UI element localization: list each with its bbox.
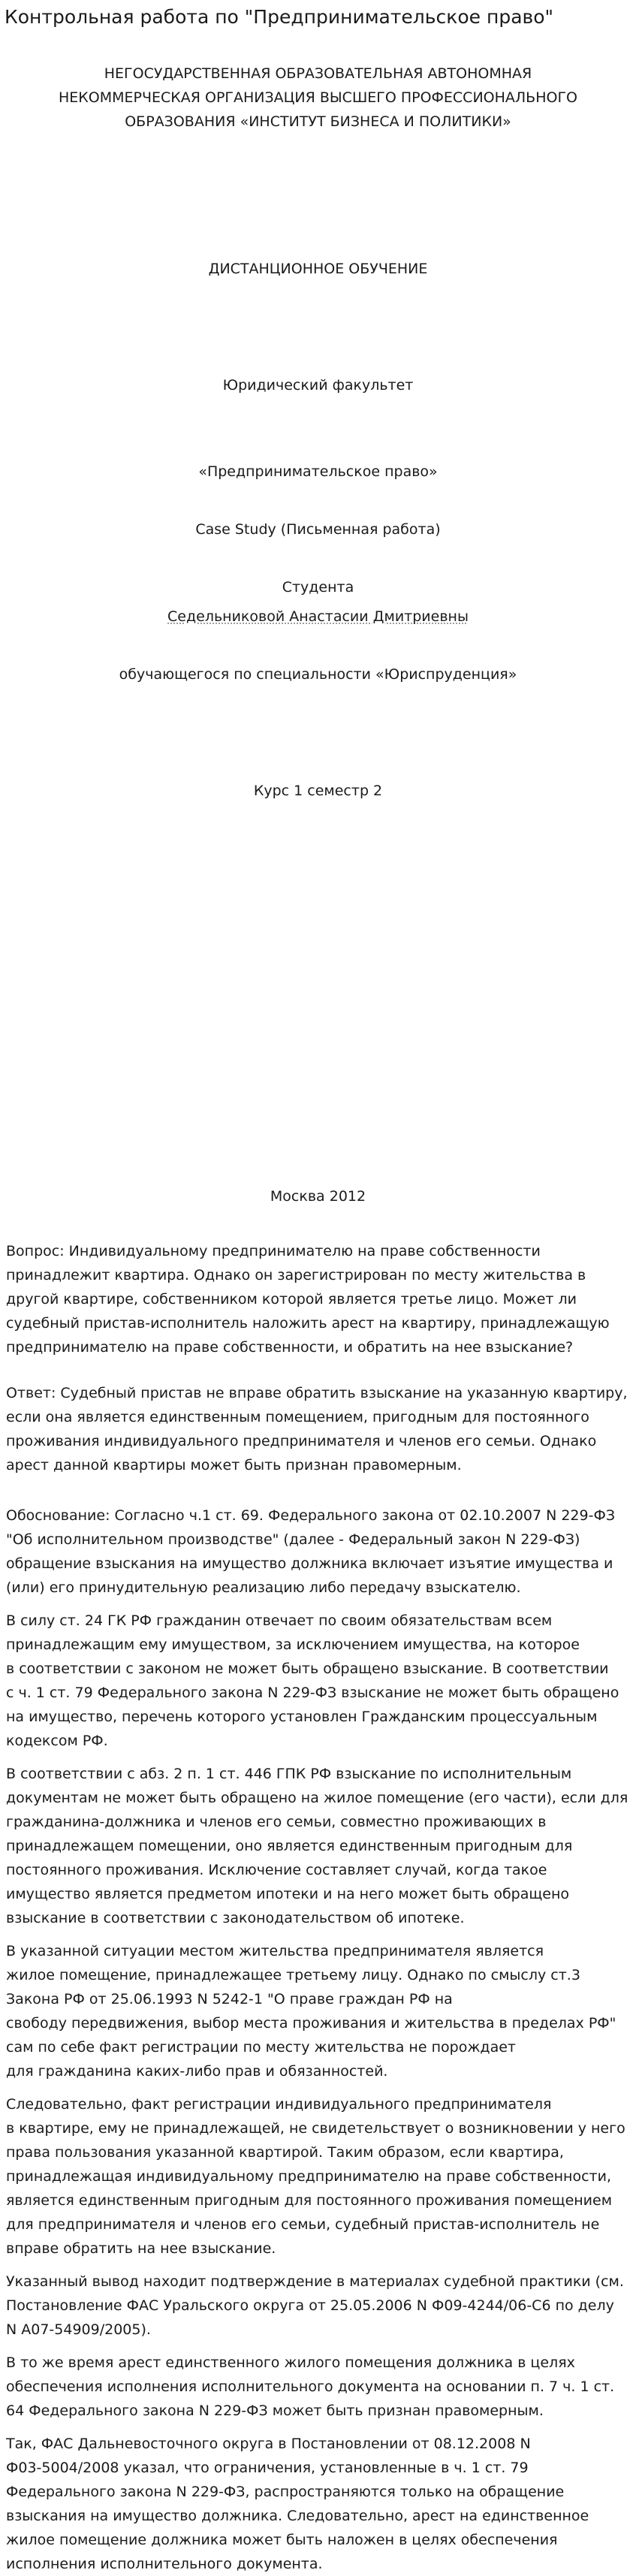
paragraph-2: В силу ст. 24 ГК РФ гражданин отвечает по своим обязательствам всем принадлежащим ему имуществом, за исключением имущества, на которое в соответствии с законом не может быть обращено взыскание. В соответствии с ч. 1 ст. 79 Федерального закона N 229-ФЗ взыскание не может быть обращено на имущество, перечень которого установлен Гражданским процессуальным кодексом РФ.	[6, 1612, 619, 1749]
question-block	[6, 1239, 629, 1359]
organization-name: НЕГОСУДАРСТВЕННАЯ ОБРАЗОВАТЕЛЬНАЯ АВТОНОМНАЯ НЕКОММЕРЧЕСКАЯ ОРГАНИЗАЦИЯ ВЫСШЕГО ПРОФЕССИОНАЛЬНОГО ОБРАЗОВАНИЯ «ИНСТИТУТ БИЗНЕСА И ПОЛИТИКИ»	[58, 65, 577, 130]
student-name-text: Седельниковой Анастасии Дмитриевны	[167, 608, 469, 625]
paragraph-3: В соответствии с абз. 2 п. 1 ст. 446 ГПК РФ взыскание по исполнительным документам не может быть обращено на жилое помещение (его части), если для гражданина-должника и членов его семьи, совместно проживающих в принадлежащем помещении, оно является единственным пригодным для постоянного проживания. Исключение составляет случай, когда такое имущество является предметом ипотеки и на него может быть обращено взыскание в соответствии с законодательством об ипотеке.	[6, 1766, 628, 1926]
study-mode: ДИСТАНЦИОННОЕ ОБУЧЕНИЕ	[208, 261, 428, 277]
specialty: обучающегося по специальности «Юриспруденция»	[119, 666, 517, 683]
answer-block	[6, 1381, 629, 1477]
justification-block	[6, 1504, 629, 2576]
answer-text: Ответ: Судебный пристав не вправе обратить взыскание на указанную квартиру, если она является единственным помещением, пригодным для постоянного проживания индивидуального предпринимателя и членов его семьи. Однако арест данной квартиры может быть признан правомерным.	[6, 1385, 628, 1474]
question-text: Вопрос: Индивидуальному предпринимателю на праве собственности принадлежит квартира. Однако он зарегистрирован по месту жительства в другой квартире, собственником которой является третье лицо. Может ли судебный пристав-исполнитель наложить арест на квартиру, принадлежащую предпринимателю на праве собственности, и обратить на нее взыскание?	[6, 1243, 610, 1356]
faculty: Юридический факультет	[222, 377, 414, 394]
city-year: Москва 2012	[270, 1188, 366, 1205]
student-name	[0, 605, 636, 629]
subject: «Предпринимательское право»	[198, 463, 438, 480]
document-title: Контрольная работа по "Предпринимательское право"	[5, 6, 554, 28]
paragraph-7: В то же время арест единственного жилого помещения должника в целях обеспечения исполнения исполнительного документа на основании п. 7 ч. 1 ст. 64 Федерального закона N 229-ФЗ может быть признан правомерным.	[6, 2354, 615, 2419]
paragraph-4: В указанной ситуации местом жительства предпринимателя является жилое помещение, принадлежащее третьему лицу. Однако по смыслу ст.3 Закона РФ от 25.06.1993 N 5242-1 "О праве граждан РФ на свободу передвижения, выбор места проживания и жительства в пределах РФ" сам по себе факт регистрации по месту жительства не порождает для гражданина каких-либо прав и обязанностей.	[6, 1943, 616, 2080]
paragraph-8: Так, ФАС Дальневосточного округа в Постановлении от 08.12.2008 N Ф03-5004/2008 указал, что ограничения, установленные в ч. 1 ст. 79 Федерального закона N 229-ФЗ, распространяются только на обращение взыскания на имущество должника. Следовательно, арест на единственное жилое помещение должника может быть наложен в целях обеспечения исполнения исполнительного документа.	[6, 2436, 589, 2572]
paragraph-5: Следовательно, факт регистрации индивидуального предпринимателя в квартире, ему не принадлежащей, не свидетельствует о возникновении у него права пользования указанной квартирой. Таким образом, если квартира, принадлежащая индивидуальному предпринимателю на праве собственности, является единственным пригодным для постоянного проживания помещением для предпринимателя и членов его семьи, судебный пристав-исполнитель не вправе обратить на нее взыскание.	[6, 2096, 625, 2257]
paragraph-6: Указанный вывод находит подтверждение в материалах судебной практики (см. Постановление ФАС Уральского округа от 25.05.2006 N Ф09-4244/06-С6 по делу N А07-54909/2005).	[6, 2273, 624, 2338]
course-semester: Курс 1 семестр 2	[253, 783, 383, 799]
paragraph-1: Обоснование: Согласно ч.1 ст. 69. Федерального закона от 02.10.2007 N 229-ФЗ "Об исполнительном производстве" (далее - Федеральный закон N 229-ФЗ) обращение взыскания на имущество должника включает изъятие имущества и (или) его принудительную реализацию либо передачу взыскателю.	[6, 1507, 615, 1596]
work-type: Case Study (Письменная работа)	[195, 521, 441, 538]
student-label: Студента	[282, 579, 354, 596]
